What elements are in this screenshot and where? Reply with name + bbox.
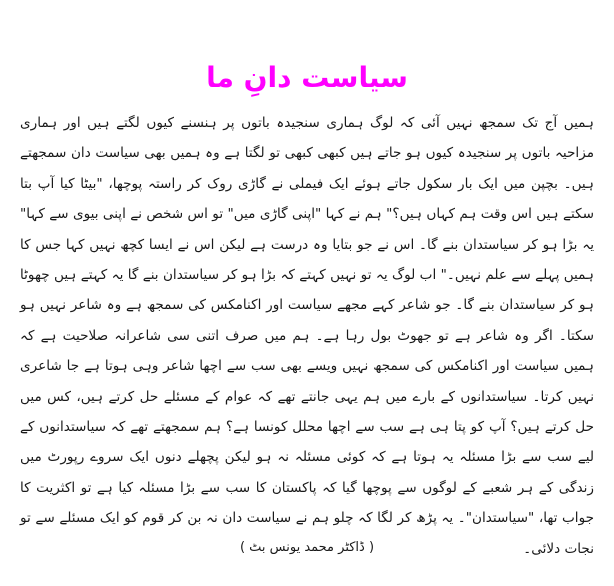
author-credit: ( ڈاکٹر محمد یونس بٹ ) (239, 540, 375, 555)
document-body: ہمیں آج تک سمجھ نہیں آئی کہ لوگ ہماری سنجیدہ باتوں پر ہنسنے کیوں لگتے ہیں اور ہماری مزاحیہ باتوں پر سنجیدہ کیوں ہو جاتے ہیں کبھی کبھی تو لگتا ہے وہ ہمیں بھی سیاست دان سمجھتے ہیں۔ بچپن میں ایک بار سکول جاتے ہوئے ایک فیملی نے گاڑی روک کر راستہ پوچھا، "بیٹا کیا آپ بتا سکتے ہیں اس وقت ہم کہاں ہیں؟" ہم نے کہا "اپنی گاڑی میں" تو اس شخص نے اپنی بیوی سے کہا" یہ بڑا ہو کر سیاستدان بنے گا۔ اس نے جو بتایا وہ درست ہے لیکن اس نے ایسا کچھ نہیں کہا جس کا ہمیں پہلے سے علم نہیں۔" اب لوگ یہ تو نہیں کہتے کہ بڑا ہو کر سیاستدان بنے گا یہ کہتے ہیں چھوٹا ہو کر سیاستدان بنے گا۔ جو شاعر کہے مجھے سیاست اور اکنامکس کی سمجھ ہے وہ شاعر نہیں ہو سکتا۔ اگر وہ شاعر ہے تو جھوٹ بول رہا ہے۔ ہم میں صرف اتنی سی شاعرانہ صلاحیت ہے کہ ہمیں سیاست اور اکنامکس کی سمجھ نہیں ویسے بھی سب سے اچھا شاعر وہی ہوتا ہے جا شاعری نہیں کرتا۔ سیاستدانوں کے بارے میں ہم یہی جانتے تھے کہ عوام کے مسئلے حل کرتے ہیں، کس میں حل کرتے ہیں؟ آپ کو پتا ہی ہے سب سے اچھا محلل کونسا ہے؟ ہم سمجھتے تھے کہ سیاستدانوں کے لیے سب سے بڑا مسئلہ یہ ہوتا ہے کہ کوئی مسئلہ نہ ہو لیکن پچھلے دنوں ایک سروے رپورٹ میں زندگی کے ہر شعبے کے لوگوں سے پوچھا گیا کہ پاکستان کا سب سے بڑا مسئلہ کیا ہے تو اکثریت کا جواب تھا، "سیاستدان"۔ یہ پڑھ کر لگا کہ چلو ہم نے سیاست دان نہ بن کر قوم کو ایک مسئلے سے تو نجات دلائی۔ (20, 115, 594, 557)
document-title: سیاست دانِ ما (206, 61, 408, 94)
